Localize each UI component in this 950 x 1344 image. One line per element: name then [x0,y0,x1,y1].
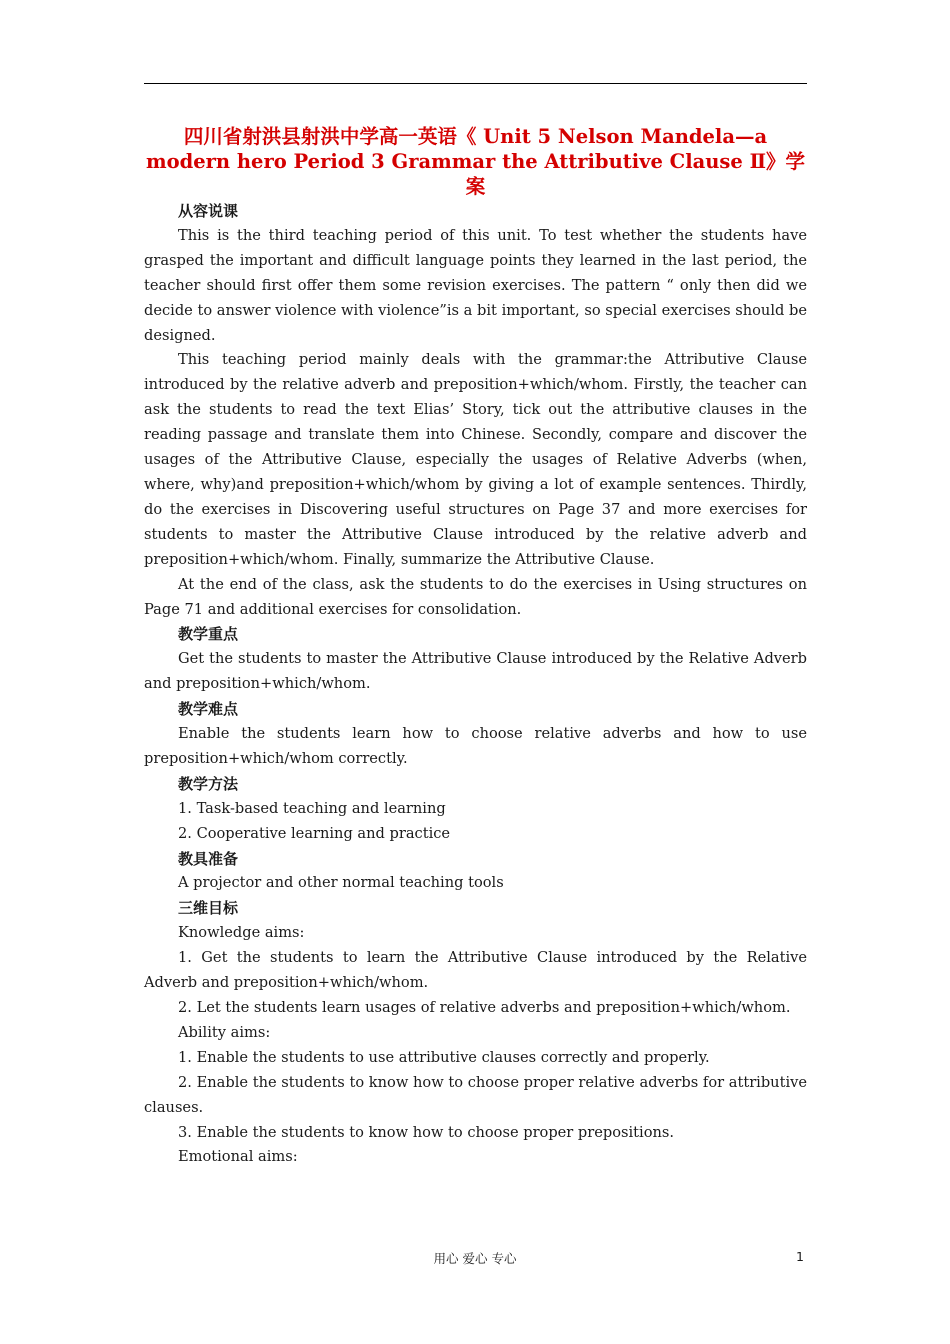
ability-aims-label: Ability aims: [178,1023,271,1041]
method-item-1: 1. Task-based teaching and learning [178,799,446,817]
intro-paragraph-2: This teaching period mainly deals with the grammar:the Attributive Clause introduced by the relative adverb and preposition+which/whom. Firstly, the teacher can ask the students to read the text Elias’ Story, tick out the attributive clauses in the reading passage and translate them into Chinese. Secondly, compare and discover the usages of the Attributive Clause, especially the usages of Relative Adverbs (when, where, why)and preposition+which/whom by giving a lot of example sentences. Thirdly, do the exercises in Discovering useful structures on Page 37 and more exercises for students to master the Attributive Clause introduced by the relative adverb and preposition+which/whom. Finally, summarize the Attributive Clause. [144,351,807,568]
ability-aim-2: 2. Enable the students to know how to choose proper relative adverbs for attributive clauses. [144,1073,807,1116]
difficulties-text: Enable the students learn how to choose relative adverbs and how to use preposition+which/whom correctly. [144,725,807,767]
header-rule [144,83,807,84]
title-line-3: 案 [465,175,486,198]
footer-text: 用心 爱心 专心 [433,1251,517,1266]
section-heading-aids: 教具准备 [178,849,239,868]
title-line-2: modern hero Period 3 Grammar the Attributive Clause Ⅱ》学 [145,150,806,173]
title-line-1: 四川省射洪县射洪中学高一英语《 Unit 5 Nelson Mandela—a [183,125,768,148]
section-heading-intro: 从容说课 [178,202,239,220]
intro-paragraph-1: This is the third teaching period of this unit. To test whether the students have grasped the important and difficult language points they learned in the last period, the teacher should first offer them some revision exercises. The pattern “ only then did we decide to answer violence with violence”is a bit important, so special exercises should be designed. [144,226,807,344]
section-heading-aims: 三维目标 [178,899,239,918]
ability-aim-1: 1. Enable the students to use attributive clauses correctly and properly. [178,1048,710,1066]
aids-text: A projector and other normal teaching tools [178,874,504,892]
document-body [144,199,807,1170]
section-heading-key-points: 教学重点 [178,625,239,644]
knowledge-aims-label: Knowledge aims: [178,924,305,942]
page-number: 1 [796,1249,804,1264]
method-item-2: 2. Cooperative learning and practice [178,824,451,842]
key-points-text: Get the students to master the Attributive Clause introduced by the Relative Adverb and preposition+which/whom. [144,650,807,693]
ability-aim-3: 3. Enable the students to know how to choose proper prepositions. [178,1123,675,1141]
section-heading-difficulties: 教学难点 [178,700,239,719]
emotional-aims-label: Emotional aims: [178,1148,298,1166]
section-heading-methods: 教学方法 [178,774,239,793]
intro-paragraph-3: At the end of the class, ask the students to do the exercises in Using structures on Page 71 and additional exercises for consolidation. [144,575,807,618]
knowledge-aim-1: 1. Get the students to learn the Attributive Clause introduced by the Relative Adverb and preposition+which/whom. [144,949,807,992]
knowledge-aim-2: 2. Let the students learn usages of relative adverbs and preposition+which/whom. [178,999,791,1016]
document-title [144,124,807,199]
